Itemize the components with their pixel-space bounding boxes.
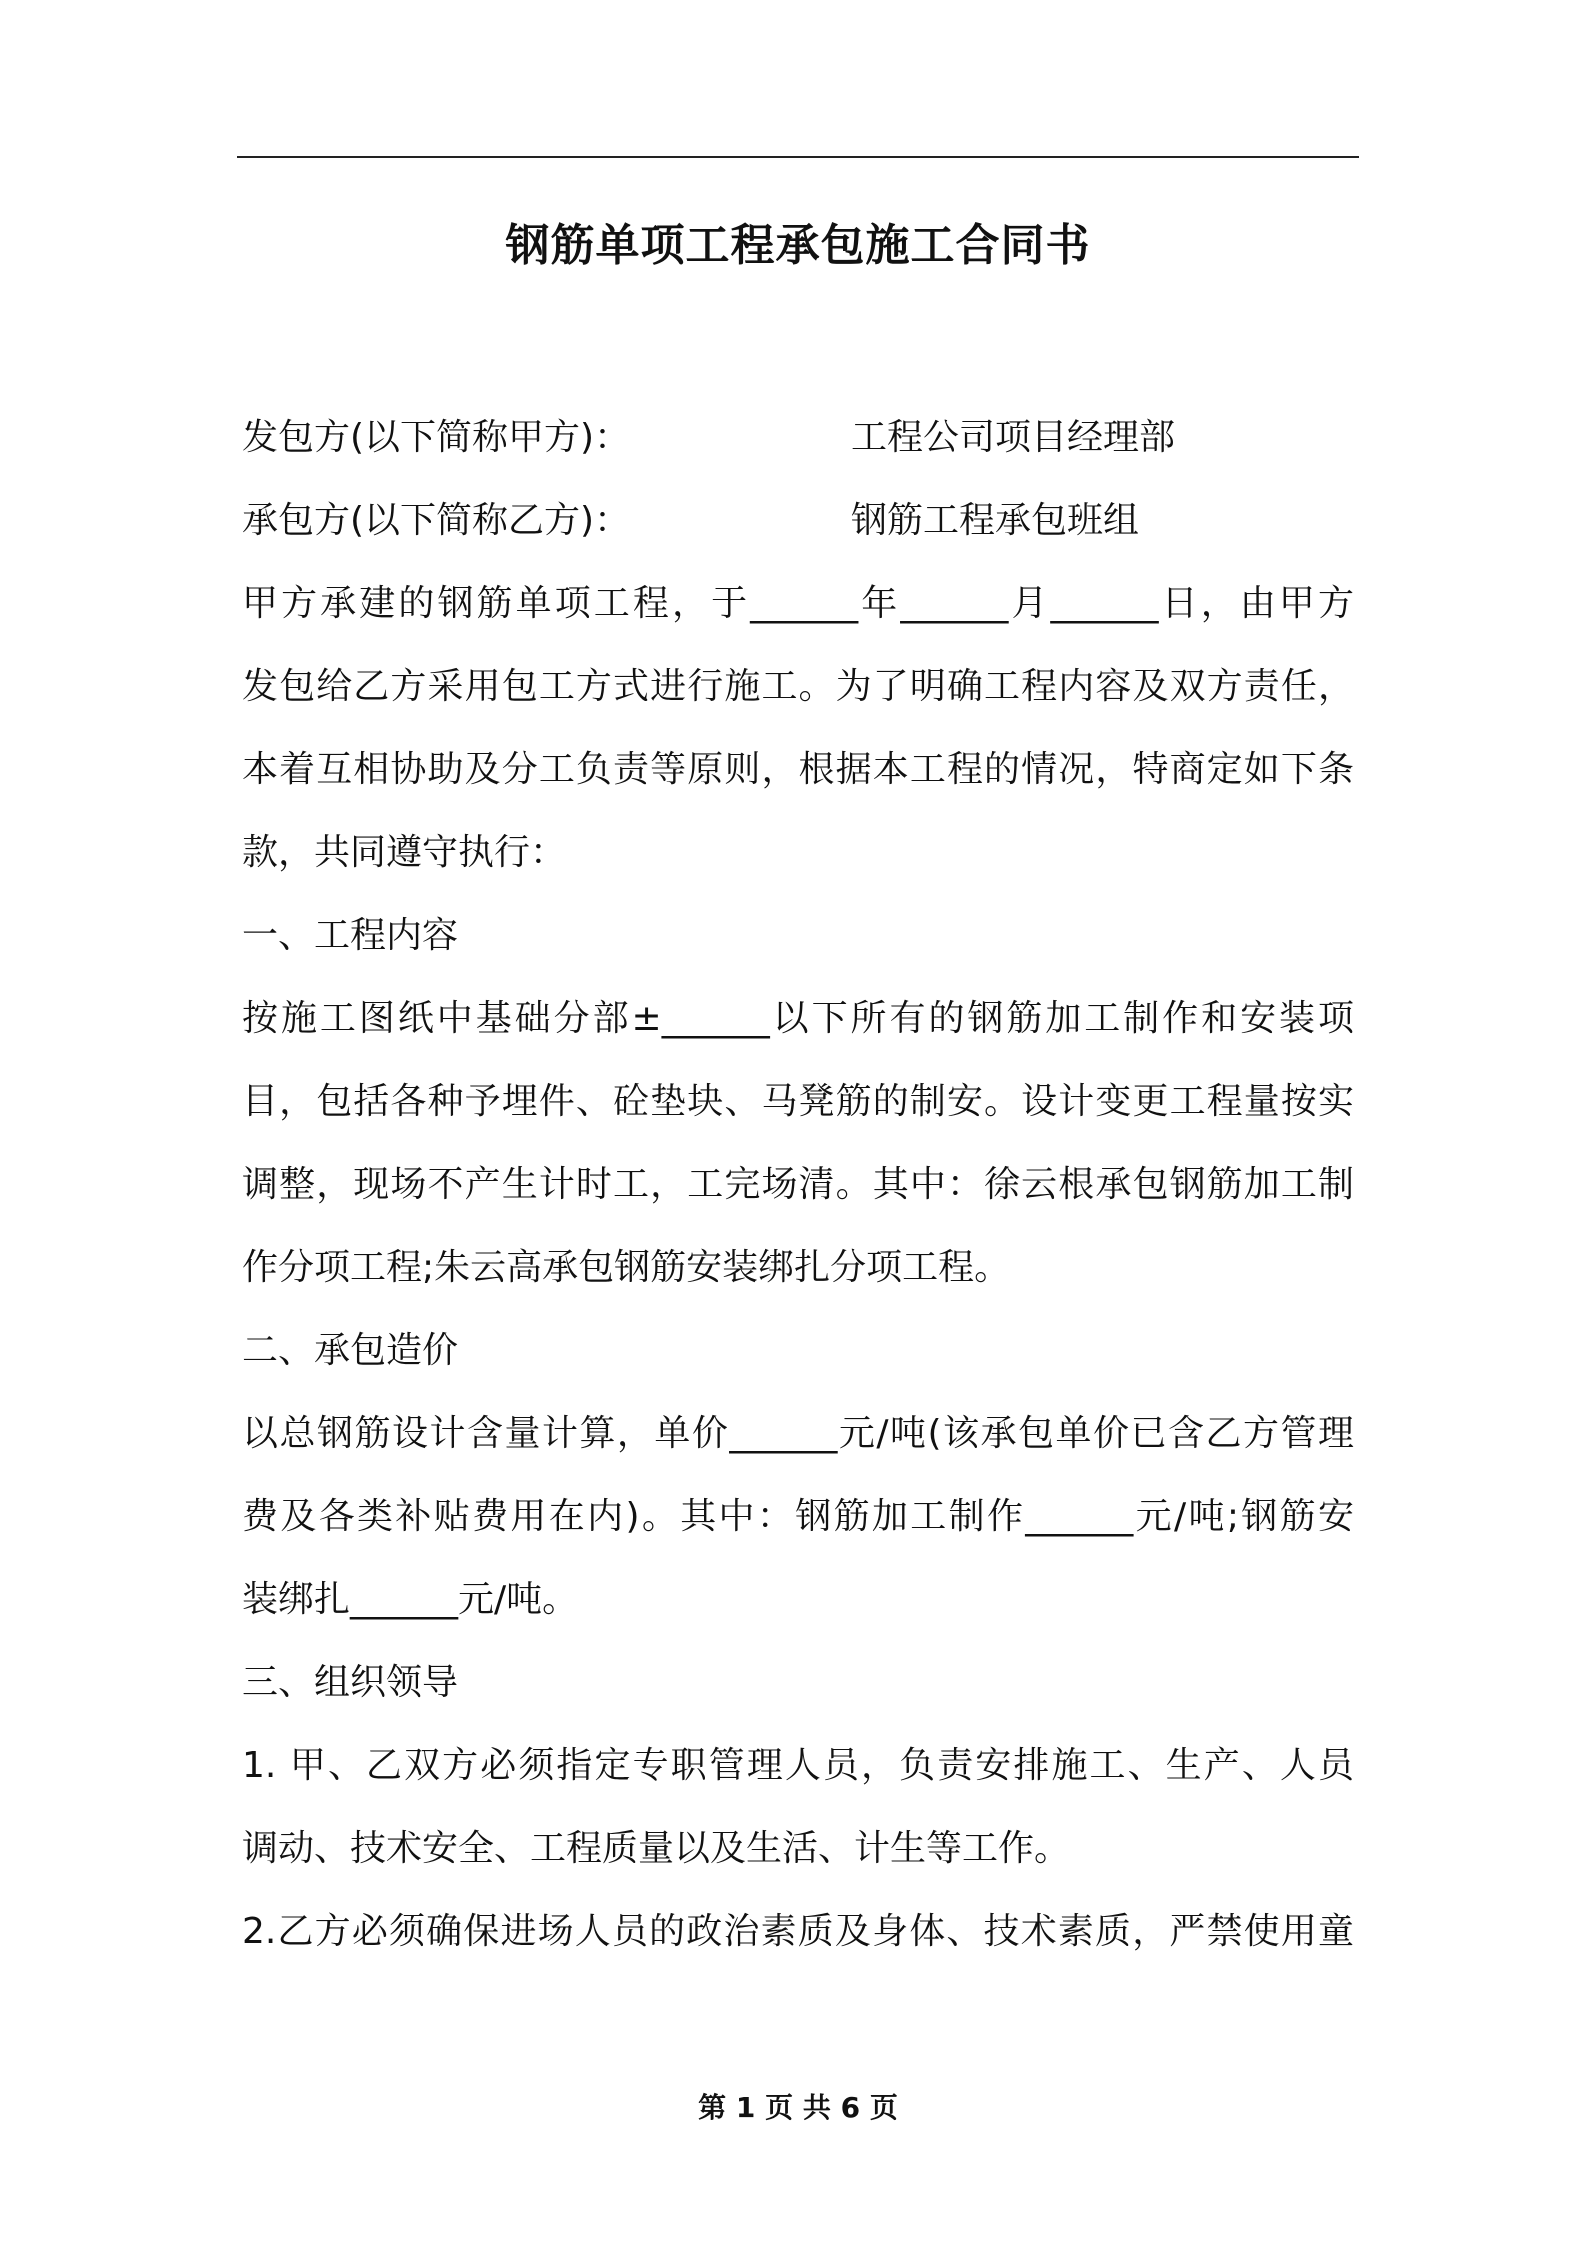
body-line: 调动、技术安全、工程质量以及生活、计生等工作。 <box>242 1828 1071 1869</box>
body-line: 费及各类补贴费用在内)。其中：钢筋加工制作______元/吨;钢筋安 <box>242 1496 1354 1537</box>
header-rule <box>237 156 1359 158</box>
body-line: 款，共同遵守执行： <box>242 832 567 873</box>
body-line: 作分项工程;朱云高承包钢筋安装绑扎分项工程。 <box>242 1247 1011 1288</box>
body-line: 2.乙方必须确保进场人员的政治素质及身体、技术素质，严禁使用童 <box>242 1911 1354 1952</box>
party-a-row <box>242 408 1352 468</box>
body-line: 按施工图纸中基础分部±______以下所有的钢筋加工制作和安装项 <box>242 998 1354 1039</box>
body-line: 本着互相协助及分工负责等原则，根据本工程的情况，特商定如下条 <box>242 749 1354 790</box>
body-line: 装绑扎______元/吨。 <box>242 1579 579 1620</box>
document-title: 钢筋单项工程承包施工合同书 <box>505 220 1091 271</box>
party-a-value: 工程公司项目经理部 <box>851 417 1176 458</box>
party-b-row <box>242 491 1352 551</box>
party-a-label: 发包方(以下简称甲方)： <box>242 417 631 458</box>
body-line: 甲方承建的钢筋单项工程，于______年______月______日，由甲方 <box>242 583 1354 624</box>
page-footer: 第 1 页 共 6 页 <box>698 2091 898 2124</box>
section-heading: 二、承包造价 <box>242 1330 459 1371</box>
body-line: 1. 甲、乙双方必须指定专职管理人员，负责安排施工、生产、人员 <box>242 1745 1354 1786</box>
body-line: 调整，现场不产生计时工，工完场清。其中：徐云根承包钢筋加工制 <box>242 1164 1354 1205</box>
party-b-value: 钢筋工程承包班组 <box>851 500 1140 541</box>
body-line: 目，包括各种予埋件、砼垫块、马凳筋的制安。设计变更工程量按实 <box>242 1081 1354 1122</box>
party-b-label: 承包方(以下简称乙方)： <box>242 500 631 541</box>
section-heading: 一、工程内容 <box>242 915 459 956</box>
body-line: 发包给乙方采用包工方式进行施工。为了明确工程内容及双方责任， <box>242 666 1354 707</box>
section-heading: 三、组织领导 <box>242 1662 459 1703</box>
body-line: 以总钢筋设计含量计算，单价______元/吨(该承包单价已含乙方管理 <box>242 1413 1354 1454</box>
